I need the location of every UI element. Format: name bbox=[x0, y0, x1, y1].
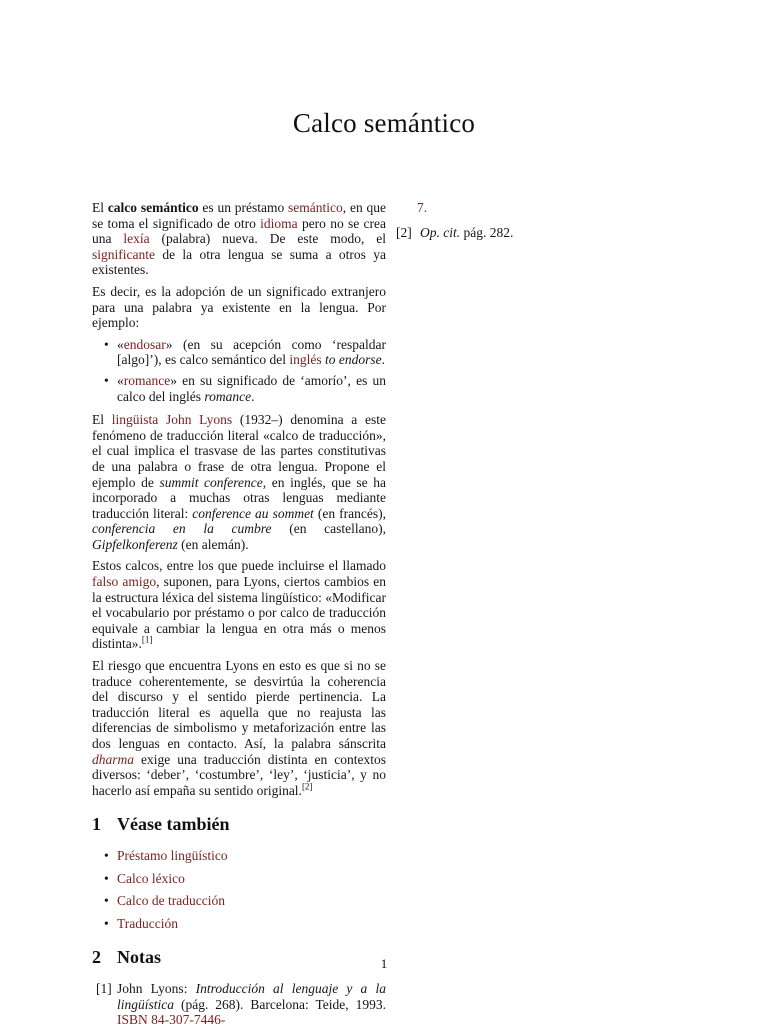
text-segment: Introducción al lenguaje y a la lingüística bbox=[117, 980, 386, 1012]
inline-link[interactable]: lingüista bbox=[111, 412, 159, 428]
inline-link[interactable]: falso amigo bbox=[92, 574, 157, 590]
footnote-marker: [1] bbox=[141, 634, 153, 645]
inline-link[interactable]: idioma bbox=[260, 215, 298, 231]
text-segment: Es decir, es la adopción de un significado extranjero para una palabra ya existente en la lengua. Por ejemplo: bbox=[92, 283, 386, 331]
paragraph-lyons bbox=[92, 412, 386, 552]
inline-link[interactable]: dharma bbox=[92, 751, 135, 767]
text-segment: , suponen, para Lyons, ciertos cambios en la estructura léxica del sistema lingüístico: «Modificar el vocabulario por préstamo o por calco de traducción equivale a cambiar la lengua en otra más o menos distinta». bbox=[92, 574, 386, 652]
reference-text bbox=[420, 225, 513, 240]
article-title: Calco semántico bbox=[292, 108, 476, 138]
text-segment: summit conference bbox=[159, 474, 263, 490]
text-segment: pero no se crea una bbox=[92, 215, 386, 247]
text-segment: » (en su acepción como ‘respaldar [algo]’), es calco semántico del bbox=[117, 336, 386, 368]
reference-2 bbox=[396, 225, 678, 241]
text-segment: (palabra) nueva. De este modo, el bbox=[149, 231, 387, 247]
list-item bbox=[92, 337, 386, 368]
section-title: Notas bbox=[117, 947, 161, 968]
text-segment: romance bbox=[204, 388, 252, 404]
list-item bbox=[92, 916, 386, 932]
section-heading-see-also bbox=[92, 814, 386, 835]
section-number: 2 bbox=[92, 947, 101, 968]
paragraph-intro bbox=[92, 200, 386, 278]
text-segment: , en inglés, que se ha incorporado a muchas otras lenguas mediante traducción literal: bbox=[92, 474, 387, 521]
text-segment bbox=[158, 412, 166, 427]
list-item bbox=[92, 848, 386, 864]
example-list bbox=[92, 337, 386, 404]
inline-link[interactable]: semántico bbox=[288, 200, 343, 215]
text-segment: calco semántico bbox=[107, 200, 199, 215]
reference-label: [1] bbox=[96, 980, 112, 996]
text-segment: (en alemán). bbox=[177, 536, 249, 552]
page-number: 1 bbox=[380, 956, 388, 971]
paragraph-falso-amigo bbox=[92, 558, 386, 652]
text-segment: conference au sommet bbox=[192, 505, 314, 521]
see-also-link[interactable]: Traducción bbox=[117, 915, 178, 931]
inline-link[interactable]: endosar bbox=[123, 336, 166, 352]
see-also-list bbox=[92, 848, 386, 931]
right-column bbox=[396, 200, 678, 240]
text-segment: El bbox=[92, 412, 112, 428]
isbn-link[interactable]: 7. bbox=[417, 200, 428, 215]
reference-label: [2] bbox=[396, 224, 412, 240]
section-number: 1 bbox=[92, 814, 101, 835]
see-also-link[interactable]: Calco léxico bbox=[117, 870, 185, 886]
text-segment: » en su significado de ‘amorío’, es un calco del inglés bbox=[117, 372, 386, 404]
inline-link[interactable]: John Lyons bbox=[165, 412, 233, 428]
footnote-marker: [2] bbox=[301, 781, 313, 792]
text-segment: Op. cit. bbox=[420, 224, 461, 240]
inline-link[interactable]: lexía bbox=[123, 231, 150, 247]
list-item bbox=[92, 893, 386, 909]
paragraph-definition bbox=[92, 284, 386, 331]
text-segment: (pág. 268). Barcelona: Teide, 1993. bbox=[174, 996, 386, 1012]
see-also-link[interactable]: Calco de traducción bbox=[117, 893, 225, 909]
text-segment: (1932–) denomina a este fenómeno de traducción literal «calco de traducción», el cual implica el trasvase de las partes constitutivas de una palabra o frase de otra lengua. Propone el ejemplo de bbox=[92, 412, 386, 490]
inline-link[interactable]: inglés bbox=[289, 352, 322, 368]
list-item bbox=[92, 373, 386, 404]
text-segment: Gipfelkonferenz bbox=[92, 536, 178, 552]
inline-link[interactable]: significante bbox=[92, 246, 155, 262]
text-segment: (en castellano), bbox=[271, 521, 386, 537]
text-segment: to endorse bbox=[325, 352, 382, 368]
see-also-link[interactable]: Préstamo lingüístico bbox=[117, 847, 228, 863]
reference-1-continuation bbox=[396, 200, 678, 216]
inline-link[interactable]: ISBN 84-307-7446- bbox=[117, 1012, 226, 1024]
text-segment: El riesgo que encuentra Lyons en esto es que si no se traduce coherentemente, se desvirtúa la coherencia del discurso y el sentido pierde pertinencia. La traducción literal es aquella que no reajusta las diferencias de simbolismo y metaforización entre las dos lenguas en contacto. Así, la palabra sánscrita bbox=[92, 658, 386, 751]
text-segment: El bbox=[92, 200, 108, 215]
text-segment: . bbox=[381, 352, 386, 368]
text-segment: exige una traducción distinta en contextos diversos: ‘deber’, ‘costumbre’, ‘ley’, ‘justicia’, y no hacerlo así empaña su sentido original. bbox=[92, 751, 386, 798]
text-segment: , en que se toma el significado de otro bbox=[92, 200, 386, 231]
section-title: Véase también bbox=[117, 814, 230, 835]
paragraph-riesgo bbox=[92, 658, 386, 798]
text-segment: pág. 282. bbox=[460, 224, 514, 240]
reference-1 bbox=[92, 981, 386, 1024]
text-segment: (en francés), bbox=[313, 505, 386, 521]
text-segment: John Lyons: bbox=[117, 980, 196, 996]
list-item bbox=[92, 871, 386, 887]
text-segment: es un préstamo bbox=[198, 200, 289, 215]
text-segment: de la otra lengua se suma a otros ya existentes. bbox=[92, 246, 386, 278]
inline-link[interactable]: romance bbox=[123, 372, 171, 388]
text-segment: . bbox=[251, 388, 255, 404]
text-segment: Estos calcos, entre los que puede incluirse el llamado bbox=[92, 558, 386, 574]
reference-text bbox=[117, 981, 386, 1024]
text-segment: « bbox=[117, 336, 124, 352]
text-segment: « bbox=[117, 372, 124, 388]
left-column bbox=[92, 200, 386, 1024]
text-segment: conferencia en la cumbre bbox=[92, 521, 272, 537]
